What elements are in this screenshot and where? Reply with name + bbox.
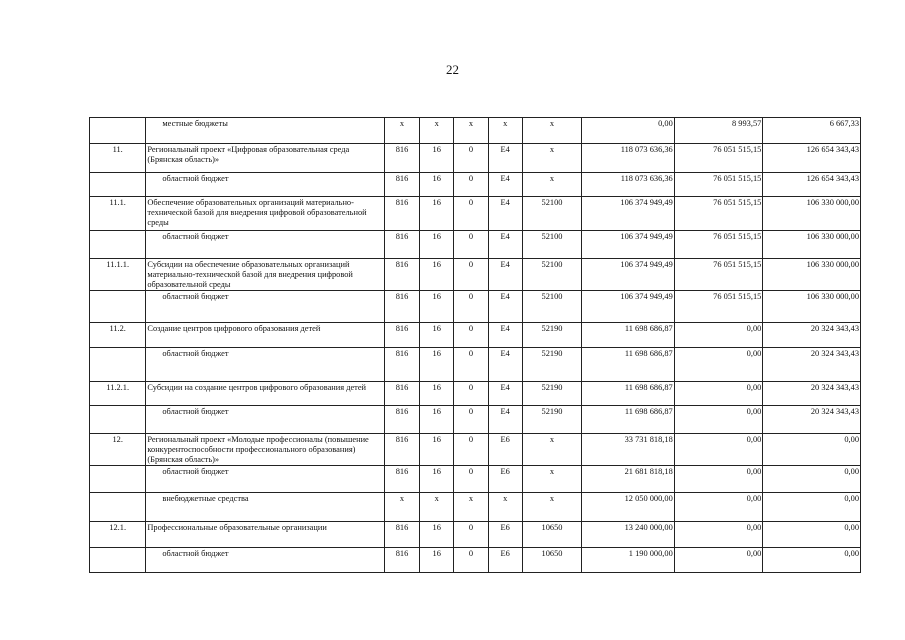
table-row [90,259,861,291]
code-rz: 16 [420,291,454,323]
row-name: областной бюджет [146,548,385,573]
table-row [90,291,861,323]
code-rz: 16 [420,434,454,466]
amount-2: 0,00 [674,406,763,434]
code-gr: 816 [384,259,419,291]
code-pr: 0 [454,348,488,382]
amount-3: 106 330 000,00 [763,231,861,259]
amount-3: 20 324 343,43 [763,323,861,348]
amount-1: 118 073 636,36 [582,144,675,173]
code-project: E4 [488,348,522,382]
row-name: Региональный проект «Цифровая образовательная среда (Брянская область)» [146,144,385,173]
table-row [90,493,861,522]
code-gr: 816 [384,323,419,348]
table-row [90,434,861,466]
code-gr: x [384,493,419,522]
code-gr: 816 [384,522,419,548]
amount-3: 20 324 343,43 [763,406,861,434]
budget-table [89,117,861,573]
code-direction: x [522,493,581,522]
code-direction: 52190 [522,406,581,434]
table-row [90,323,861,348]
amount-1: 21 681 818,18 [582,466,675,493]
code-project: E4 [488,197,522,231]
row-name: областной бюджет [146,173,385,197]
amount-3: 0,00 [763,434,861,466]
table-row [90,231,861,259]
code-pr: 0 [454,434,488,466]
amount-1: 0,00 [582,118,675,144]
amount-3: 20 324 343,43 [763,348,861,382]
amount-3: 0,00 [763,466,861,493]
code-rz: 16 [420,466,454,493]
code-pr: 0 [454,466,488,493]
amount-1: 118 073 636,36 [582,173,675,197]
code-rz: 16 [420,406,454,434]
amount-1: 11 698 686,87 [582,323,675,348]
amount-2: 76 051 515,15 [674,291,763,323]
table-row [90,348,861,382]
code-direction: 52190 [522,348,581,382]
code-direction: 52100 [522,197,581,231]
code-direction: x [522,434,581,466]
code-direction: x [522,466,581,493]
row-number [90,291,146,323]
row-name: Субсидии на создание центров цифрового образования детей [146,382,385,406]
code-pr: 0 [454,522,488,548]
code-direction: 52190 [522,323,581,348]
amount-2: 0,00 [674,548,763,573]
code-gr: 816 [384,406,419,434]
code-pr: 0 [454,323,488,348]
code-project: x [488,118,522,144]
code-pr: x [454,493,488,522]
code-rz: 16 [420,173,454,197]
code-gr: 816 [384,348,419,382]
code-gr: 816 [384,382,419,406]
row-number [90,231,146,259]
code-gr: 816 [384,434,419,466]
amount-1: 106 374 949,49 [582,259,675,291]
code-project: E4 [488,173,522,197]
row-name: областной бюджет [146,406,385,434]
code-gr: 816 [384,144,419,173]
code-rz: 16 [420,382,454,406]
code-rz: 16 [420,323,454,348]
table-row [90,522,861,548]
code-gr: 816 [384,291,419,323]
row-name: областной бюджет [146,466,385,493]
code-rz: 16 [420,197,454,231]
row-number: 11.2. [90,323,146,348]
amount-3: 106 330 000,00 [763,291,861,323]
amount-2: 76 051 515,15 [674,231,763,259]
row-number: 11.1. [90,197,146,231]
code-direction: 52190 [522,382,581,406]
code-direction: x [522,144,581,173]
code-gr: 816 [384,466,419,493]
amount-1: 12 050 000,00 [582,493,675,522]
row-number [90,466,146,493]
table-row [90,466,861,493]
amount-1: 106 374 949,49 [582,231,675,259]
amount-2: 76 051 515,15 [674,173,763,197]
table-row [90,118,861,144]
code-project: E4 [488,291,522,323]
table-row [90,144,861,173]
code-direction: 52100 [522,291,581,323]
amount-1: 106 374 949,49 [582,197,675,231]
code-gr: x [384,118,419,144]
code-project: E6 [488,434,522,466]
row-name: Профессиональные образовательные организации [146,522,385,548]
page-number: 22 [446,62,459,77]
code-rz: 16 [420,144,454,173]
code-project: x [488,493,522,522]
row-name: Создание центров цифрового образования детей [146,323,385,348]
table-row [90,197,861,231]
amount-2: 76 051 515,15 [674,259,763,291]
code-project: E4 [488,231,522,259]
row-number [90,173,146,197]
row-name: Региональный проект «Молодые профессионалы (повышение конкурентоспособности профессионального образования) (Брянская область)» [146,434,385,466]
row-name: Субсидии на обеспечение образовательных организаций материально-технической базой для внедрения цифровой образовательной среды [146,259,385,291]
code-gr: 816 [384,231,419,259]
amount-2: 0,00 [674,493,763,522]
code-project: E4 [488,406,522,434]
amount-2: 0,00 [674,323,763,348]
code-rz: 16 [420,522,454,548]
amount-3: 0,00 [763,548,861,573]
row-number: 11.2.1. [90,382,146,406]
row-name: областной бюджет [146,348,385,382]
row-name: внебюджетные средства [146,493,385,522]
amount-3: 0,00 [763,522,861,548]
amount-2: 0,00 [674,348,763,382]
row-number: 11.1.1. [90,259,146,291]
row-number [90,348,146,382]
code-pr: 0 [454,231,488,259]
amount-3: 0,00 [763,493,861,522]
table-row [90,548,861,573]
code-project: E6 [488,522,522,548]
amount-1: 13 240 000,00 [582,522,675,548]
row-number [90,493,146,522]
row-name: областной бюджет [146,231,385,259]
amount-3: 106 330 000,00 [763,197,861,231]
code-pr: 0 [454,144,488,173]
code-pr: 0 [454,548,488,573]
amount-3: 106 330 000,00 [763,259,861,291]
row-number [90,118,146,144]
code-rz: 16 [420,259,454,291]
amount-1: 33 731 818,18 [582,434,675,466]
code-rz: x [420,118,454,144]
row-name: областной бюджет [146,291,385,323]
code-pr: 0 [454,382,488,406]
code-rz: 16 [420,548,454,573]
code-project: E6 [488,548,522,573]
code-gr: 816 [384,173,419,197]
code-gr: 816 [384,197,419,231]
code-rz: 16 [420,231,454,259]
amount-1: 11 698 686,87 [582,382,675,406]
amount-2: 0,00 [674,522,763,548]
code-pr: x [454,118,488,144]
amount-2: 0,00 [674,382,763,406]
amount-1: 11 698 686,87 [582,348,675,382]
row-number [90,406,146,434]
table-row [90,382,861,406]
code-direction: 10650 [522,522,581,548]
amount-3: 20 324 343,43 [763,382,861,406]
amount-3: 126 654 343,43 [763,173,861,197]
row-number: 12.1. [90,522,146,548]
code-project: E6 [488,466,522,493]
code-pr: 0 [454,291,488,323]
table-row [90,406,861,434]
code-pr: 0 [454,406,488,434]
amount-2: 76 051 515,15 [674,197,763,231]
amount-1: 11 698 686,87 [582,406,675,434]
code-direction: x [522,118,581,144]
amount-3: 6 667,33 [763,118,861,144]
table-row [90,173,861,197]
amount-3: 126 654 343,43 [763,144,861,173]
row-name: Обеспечение образовательных организаций материально-технической базой для внедрения цифровой образовательной среды [146,197,385,231]
code-gr: 816 [384,548,419,573]
code-direction: 52100 [522,231,581,259]
amount-2: 0,00 [674,434,763,466]
row-number [90,548,146,573]
amount-2: 8 993,57 [674,118,763,144]
code-pr: 0 [454,197,488,231]
amount-2: 76 051 515,15 [674,144,763,173]
code-project: E4 [488,382,522,406]
code-rz: 16 [420,348,454,382]
row-number: 11. [90,144,146,173]
row-name: местные бюджеты [146,118,385,144]
amount-1: 106 374 949,49 [582,291,675,323]
code-pr: 0 [454,259,488,291]
code-rz: x [420,493,454,522]
code-project: E4 [488,259,522,291]
code-direction: x [522,173,581,197]
code-project: E4 [488,323,522,348]
code-pr: 0 [454,173,488,197]
amount-1: 1 190 000,00 [582,548,675,573]
row-number: 12. [90,434,146,466]
amount-2: 0,00 [674,466,763,493]
code-direction: 10650 [522,548,581,573]
code-direction: 52100 [522,259,581,291]
code-project: E4 [488,144,522,173]
